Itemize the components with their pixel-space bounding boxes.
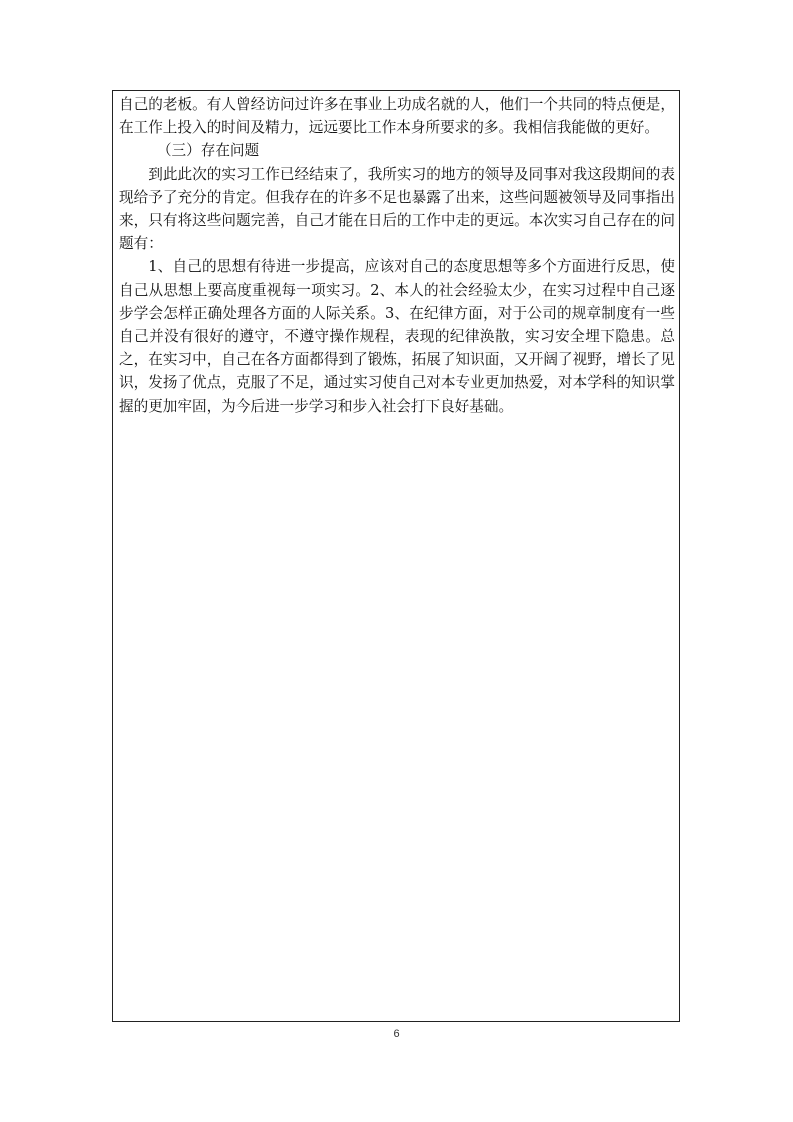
document-body (119, 93, 675, 418)
paragraph-summary: 到此此次的实习工作已经结束了，我所实习的地方的领导及同事对我这段期间的表现给予了充分的肯定。但我存在的许多不足也暴露了出来，这些问题被领导及同事指出来，只有将这些问题完善，自己才能在日后的工作中走的更远。本次实习自己存在的问题有： (119, 165, 675, 253)
paragraph-continuation: 自己的老板。有人曾经访问过许多在事业上功成名就的人，他们一个共同的特点便是，在工作上投入的时间及精力，远远要比工作本身所要求的多。我相信我能做的更好。 (119, 96, 675, 137)
section-heading: （三）存在问题 (156, 142, 260, 160)
page-number: 6 (393, 1028, 400, 1040)
paragraph-problems: 1、自己的思想有待进一步提高，应该对自己的态度思想等多个方面进行反思，使自己从思想上要高度重视每一项实习。2、本人的社会经验太少，在实习过程中自己逐步学会怎样正确处理各方面的人际关系。3、在纪律方面，对于公司的规章制度有一些自己并没有很好的遵守，不遵守操作规程，表现的纪律涣散，实习安全埋下隐患。总之，在实习中，自己在各方面都得到了锻炼，拓展了知识面，又开阔了视野，增长了见识，发扬了优点，克服了不足，通过实习使自己对本专业更加热爱，对本学科的知识掌握的更加牢固，为今后进一步学习和步入社会打下良好基础。 (119, 258, 675, 415)
content-frame (112, 90, 680, 1022)
